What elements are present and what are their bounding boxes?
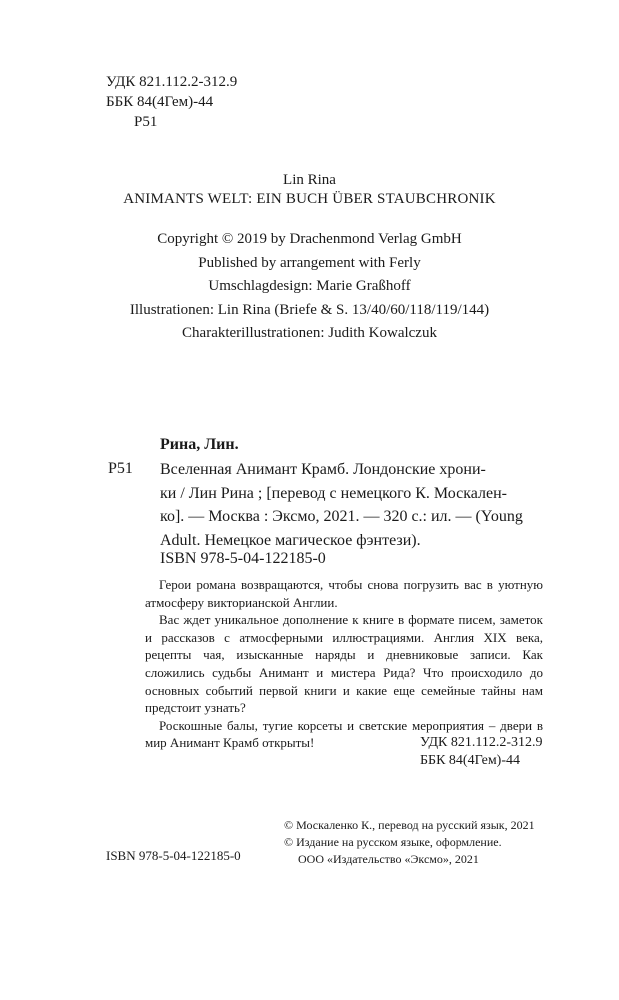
- udk-code: УДК 821.112.2-312.9: [420, 735, 543, 750]
- credit-illustrations: Illustrationen: Lin Rina (Briefe & S. 13/40/60/118/119/144): [129, 301, 490, 318]
- copyright-notices: [284, 817, 535, 868]
- credit-arrangement: Published by arrangement with Ferly: [198, 254, 421, 271]
- annotation-paragraph: Герои романа возвращаются, чтобы снова погрузить вас в уютную атмосферу викторианской Англии.: [145, 577, 543, 610]
- classification-block-top: [106, 72, 237, 132]
- udk-code: УДК 821.112.2-312.9: [106, 74, 238, 90]
- classification-block-bottom: [420, 734, 543, 770]
- copyright-edition: © Издание на русском языке, оформление.: [284, 835, 502, 849]
- isbn-bottom: ISBN 978-5-04-122185-0: [106, 848, 241, 863]
- original-title: ANIMANTS WELT: EIN BUCH ÜBER STAUBCHRONIK: [123, 191, 496, 207]
- catalog-author-heading: Рина, Лин.: [160, 436, 239, 453]
- copyright-translation: © Москаленко К., перевод на русский язык, 2021: [284, 818, 535, 832]
- catalog-isbn: ISBN 978-5-04-122185-0: [160, 550, 326, 567]
- annotation-paragraph: Роскошные балы, тугие корсеты и светские мероприятия – двери в мир Анимант Крамб открыты!: [145, 717, 543, 751]
- annotation-paragraph: Вас ждет уникальное дополнение к книге в формате писем, заметок и рассказов с атмосферными иллюстрациями. Англия XIX века, рецепты чая, изысканные наряды и дневниковые записи. Как сложились судьбы Анимант и мистера Рида? Что происходило до основных событий первой книги и какие еще семейные тайны нам предстоит узнать?: [145, 612, 543, 716]
- catalog-description-line: ки / Лин Рина ; [перевод с немецкого К. Москален-: [160, 484, 507, 502]
- catalog-description-line: Вселенная Анимант Крамб. Лондонские хрони-: [160, 461, 486, 478]
- author-sign: Р51: [134, 114, 158, 130]
- bbk-code: ББК 84(4Гем)-44: [420, 753, 521, 768]
- credit-character-illustrations: Charakterillustrationen: Judith Kowalczuk: [182, 325, 437, 341]
- bbk-code: ББК 84(4Гем)-44: [106, 94, 214, 110]
- catalog-description-line: Adult. Немецкое магическое фэнтези).: [160, 531, 421, 549]
- original-author: Lin Rina: [283, 172, 336, 188]
- credit-cover-design: Umschlagdesign: Marie Graßhoff: [208, 278, 411, 294]
- catalog-author-sign: Р51: [108, 460, 133, 477]
- credits-block: [0, 228, 619, 346]
- catalog-description-line: ко]. — Москва : Эксмо, 2021. — 320 с.: ил. — (Young: [160, 508, 523, 525]
- copyright-publisher: ООО «Издательство «Эксмо», 2021: [298, 852, 479, 866]
- credit-copyright: Copyright © 2019 by Drachenmond Verlag GmbH: [157, 231, 462, 247]
- annotation: [145, 576, 543, 752]
- catalog-description: [160, 458, 543, 552]
